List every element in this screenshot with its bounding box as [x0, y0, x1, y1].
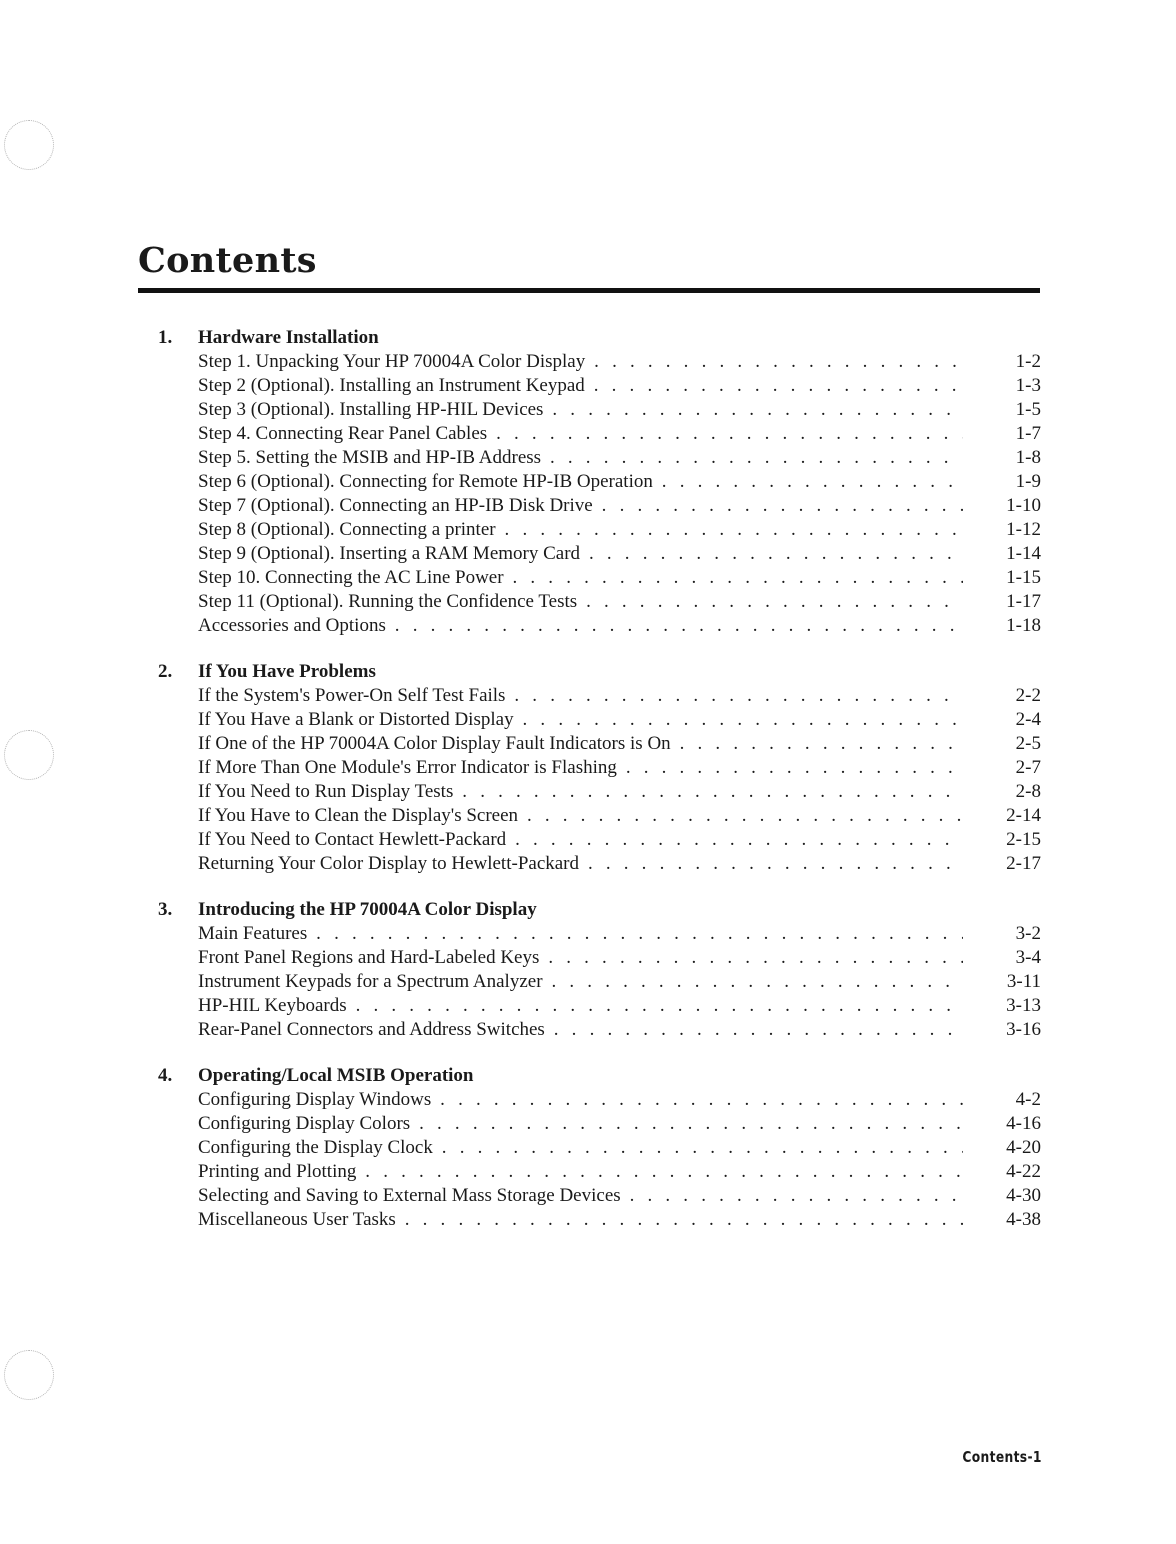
toc-entry-title: Step 9 (Optional). Inserting a RAM Memory Card . . .: [198, 542, 963, 566]
chapter-heading: [150, 660, 1043, 684]
toc-entry[interactable]: [150, 684, 1043, 708]
toc-entry-page: 2-17: [1006, 853, 1041, 874]
toc-entry-title: Step 3 (Optional). Installing HP-HIL Devices . . .: [198, 398, 963, 422]
toc-entry-title: Step 5. Setting the MSIB and HP-IB Address . . .: [198, 446, 963, 470]
toc-entry-title: Step 10. Connecting the AC Line Power . . .: [198, 566, 963, 590]
toc-entry-title: Step 2 (Optional). Installing an Instrument Keypad . . .: [198, 374, 963, 398]
toc-entry-title: Main Features . . .: [198, 922, 963, 946]
toc-entry-title: Step 4. Connecting Rear Panel Cables . . .: [198, 422, 963, 446]
toc-entry-title: Step 6 (Optional). Connecting for Remote HP-IB Operation . . .: [198, 470, 963, 494]
toc-entry-title: Printing and Plotting . . .: [198, 1160, 963, 1184]
toc-entry-title: If You Have to Clean the Display's Screen . . .: [198, 804, 963, 828]
toc-entry-page: 2-7: [1015, 757, 1041, 778]
toc-entry-page: 1-7: [1015, 423, 1041, 444]
toc-entry-title: If You Have a Blank or Distorted Display . . .: [198, 708, 963, 732]
chapter-title: Hardware Installation: [198, 327, 379, 348]
toc-entry-title: Configuring the Display Clock . . .: [198, 1136, 963, 1160]
chapter-number: 3.: [158, 899, 173, 920]
toc-entry-page: 1-10: [1006, 495, 1041, 516]
toc-entry-page: 3-11: [1006, 971, 1041, 992]
toc-entry[interactable]: [150, 422, 1043, 446]
punch-hole-bottom: [4, 1350, 54, 1400]
toc-entry[interactable]: [150, 494, 1043, 518]
toc-entry-page: 3-2: [1015, 923, 1041, 944]
toc-entry[interactable]: [150, 470, 1043, 494]
toc-entry[interactable]: [150, 970, 1043, 994]
toc-entry[interactable]: [150, 590, 1043, 614]
toc-entry-title: Step 11 (Optional). Running the Confidence Tests . . .: [198, 590, 963, 614]
toc-entry-page: 2-14: [1006, 805, 1041, 826]
toc-entry[interactable]: [150, 1136, 1043, 1160]
toc-entry[interactable]: [150, 398, 1043, 422]
toc-entry-title: If You Need to Contact Hewlett-Packard . . .: [198, 828, 963, 852]
toc-entry[interactable]: [150, 566, 1043, 590]
punch-hole-top: [4, 120, 54, 170]
toc-entry-page: 2-2: [1015, 685, 1041, 706]
toc-entry-title: HP-HIL Keyboards . . .: [198, 994, 963, 1018]
toc-entry-page: 1-15: [1006, 567, 1041, 588]
toc-entry[interactable]: [150, 852, 1043, 876]
toc-entry-page: 1-18: [1006, 615, 1041, 636]
toc-entry-page: 4-38: [1006, 1209, 1041, 1230]
toc-entry[interactable]: [150, 350, 1043, 374]
toc-entry-page: 2-15: [1006, 829, 1041, 850]
chapter-number: 1.: [158, 327, 173, 348]
toc-entry-title: Front Panel Regions and Hard-Labeled Keys . . .: [198, 946, 963, 970]
toc-entry-page: 4-16: [1006, 1113, 1041, 1134]
toc-entry[interactable]: [150, 922, 1043, 946]
toc-entry-title: Configuring Display Windows . . .: [198, 1088, 963, 1112]
page-footer: Contents-1: [962, 1448, 1042, 1466]
toc-entry[interactable]: [150, 732, 1043, 756]
toc-entry-page: 3-13: [1006, 995, 1041, 1016]
toc-entry[interactable]: [150, 518, 1043, 542]
toc-entry-page: 3-16: [1006, 1019, 1041, 1040]
toc-entry-page: 1-12: [1006, 519, 1041, 540]
toc-entry-title: Step 1. Unpacking Your HP 70004A Color Display . . .: [198, 350, 963, 374]
table-of-contents: [150, 326, 1043, 1254]
toc-entry-page: 2-5: [1015, 733, 1041, 754]
toc-entry-page: 4-2: [1015, 1089, 1041, 1110]
toc-entry-page: 2-4: [1015, 709, 1041, 730]
toc-entry-page: 1-8: [1015, 447, 1041, 468]
toc-entry-title: If More Than One Module's Error Indicator is Flashing . . .: [198, 756, 963, 780]
toc-entry-title: Rear-Panel Connectors and Address Switches . . .: [198, 1018, 963, 1042]
page-title: Contents: [138, 240, 317, 281]
toc-chapter: [150, 660, 1043, 876]
toc-entry-page: 4-30: [1006, 1185, 1041, 1206]
title-rule: [138, 288, 1040, 293]
toc-entry-page: 1-17: [1006, 591, 1041, 612]
toc-entry-title: Selecting and Saving to External Mass Storage Devices . . .: [198, 1184, 963, 1208]
toc-entry-page: 1-9: [1015, 471, 1041, 492]
toc-entry-page: 3-4: [1015, 947, 1041, 968]
chapter-number: 4.: [158, 1065, 173, 1086]
punch-hole-middle: [4, 730, 54, 780]
toc-entry[interactable]: [150, 1208, 1043, 1232]
toc-entry-page: 1-2: [1015, 351, 1041, 372]
chapter-number: 2.: [158, 661, 173, 682]
toc-entry[interactable]: [150, 374, 1043, 398]
toc-entry[interactable]: [150, 614, 1043, 638]
toc-entry-page: 1-5: [1015, 399, 1041, 420]
toc-chapter: [150, 326, 1043, 638]
toc-entry-title: Instrument Keypads for a Spectrum Analyzer . . .: [198, 970, 963, 994]
toc-entry[interactable]: [150, 780, 1043, 804]
toc-entry-title: Miscellaneous User Tasks . . .: [198, 1208, 963, 1232]
toc-entry-title: Accessories and Options . . .: [198, 614, 963, 638]
toc-entry-title: If One of the HP 70004A Color Display Fault Indicators is On . . .: [198, 732, 963, 756]
toc-entry-page: 1-14: [1006, 543, 1041, 564]
chapter-heading: [150, 898, 1043, 922]
chapter-title: Operating/Local MSIB Operation: [198, 1065, 474, 1086]
toc-entry[interactable]: [150, 994, 1043, 1018]
toc-entry-title: Step 8 (Optional). Connecting a printer . . .: [198, 518, 963, 542]
toc-entry-page: 4-22: [1006, 1161, 1041, 1182]
toc-entry-title: Step 7 (Optional). Connecting an HP-IB Disk Drive . . .: [198, 494, 963, 518]
toc-entry-title: If the System's Power-On Self Test Fails . . .: [198, 684, 963, 708]
toc-entry[interactable]: [150, 946, 1043, 970]
toc-entry[interactable]: [150, 1018, 1043, 1042]
toc-entry[interactable]: [150, 542, 1043, 566]
toc-entry[interactable]: [150, 756, 1043, 780]
toc-entry-page: 2-8: [1015, 781, 1041, 802]
toc-entry-title: Configuring Display Colors . . .: [198, 1112, 963, 1136]
toc-entry[interactable]: [150, 1088, 1043, 1112]
chapter-title: Introducing the HP 70004A Color Display: [198, 899, 537, 920]
toc-entry[interactable]: [150, 804, 1043, 828]
toc-entry[interactable]: [150, 446, 1043, 470]
toc-entry-page: 1-3: [1015, 375, 1041, 396]
chapter-title: If You Have Problems: [198, 661, 376, 682]
toc-entry-title: If You Need to Run Display Tests . . .: [198, 780, 963, 804]
toc-entry[interactable]: [150, 1160, 1043, 1184]
toc-entry-title: Returning Your Color Display to Hewlett-Packard . . .: [198, 852, 963, 876]
toc-entry[interactable]: [150, 828, 1043, 852]
toc-entry[interactable]: [150, 708, 1043, 732]
toc-entry[interactable]: [150, 1184, 1043, 1208]
toc-chapter: [150, 1064, 1043, 1232]
chapter-heading: [150, 1064, 1043, 1088]
chapter-heading: [150, 326, 1043, 350]
toc-entry-page: 4-20: [1006, 1137, 1041, 1158]
toc-entry[interactable]: [150, 1112, 1043, 1136]
toc-chapter: [150, 898, 1043, 1042]
